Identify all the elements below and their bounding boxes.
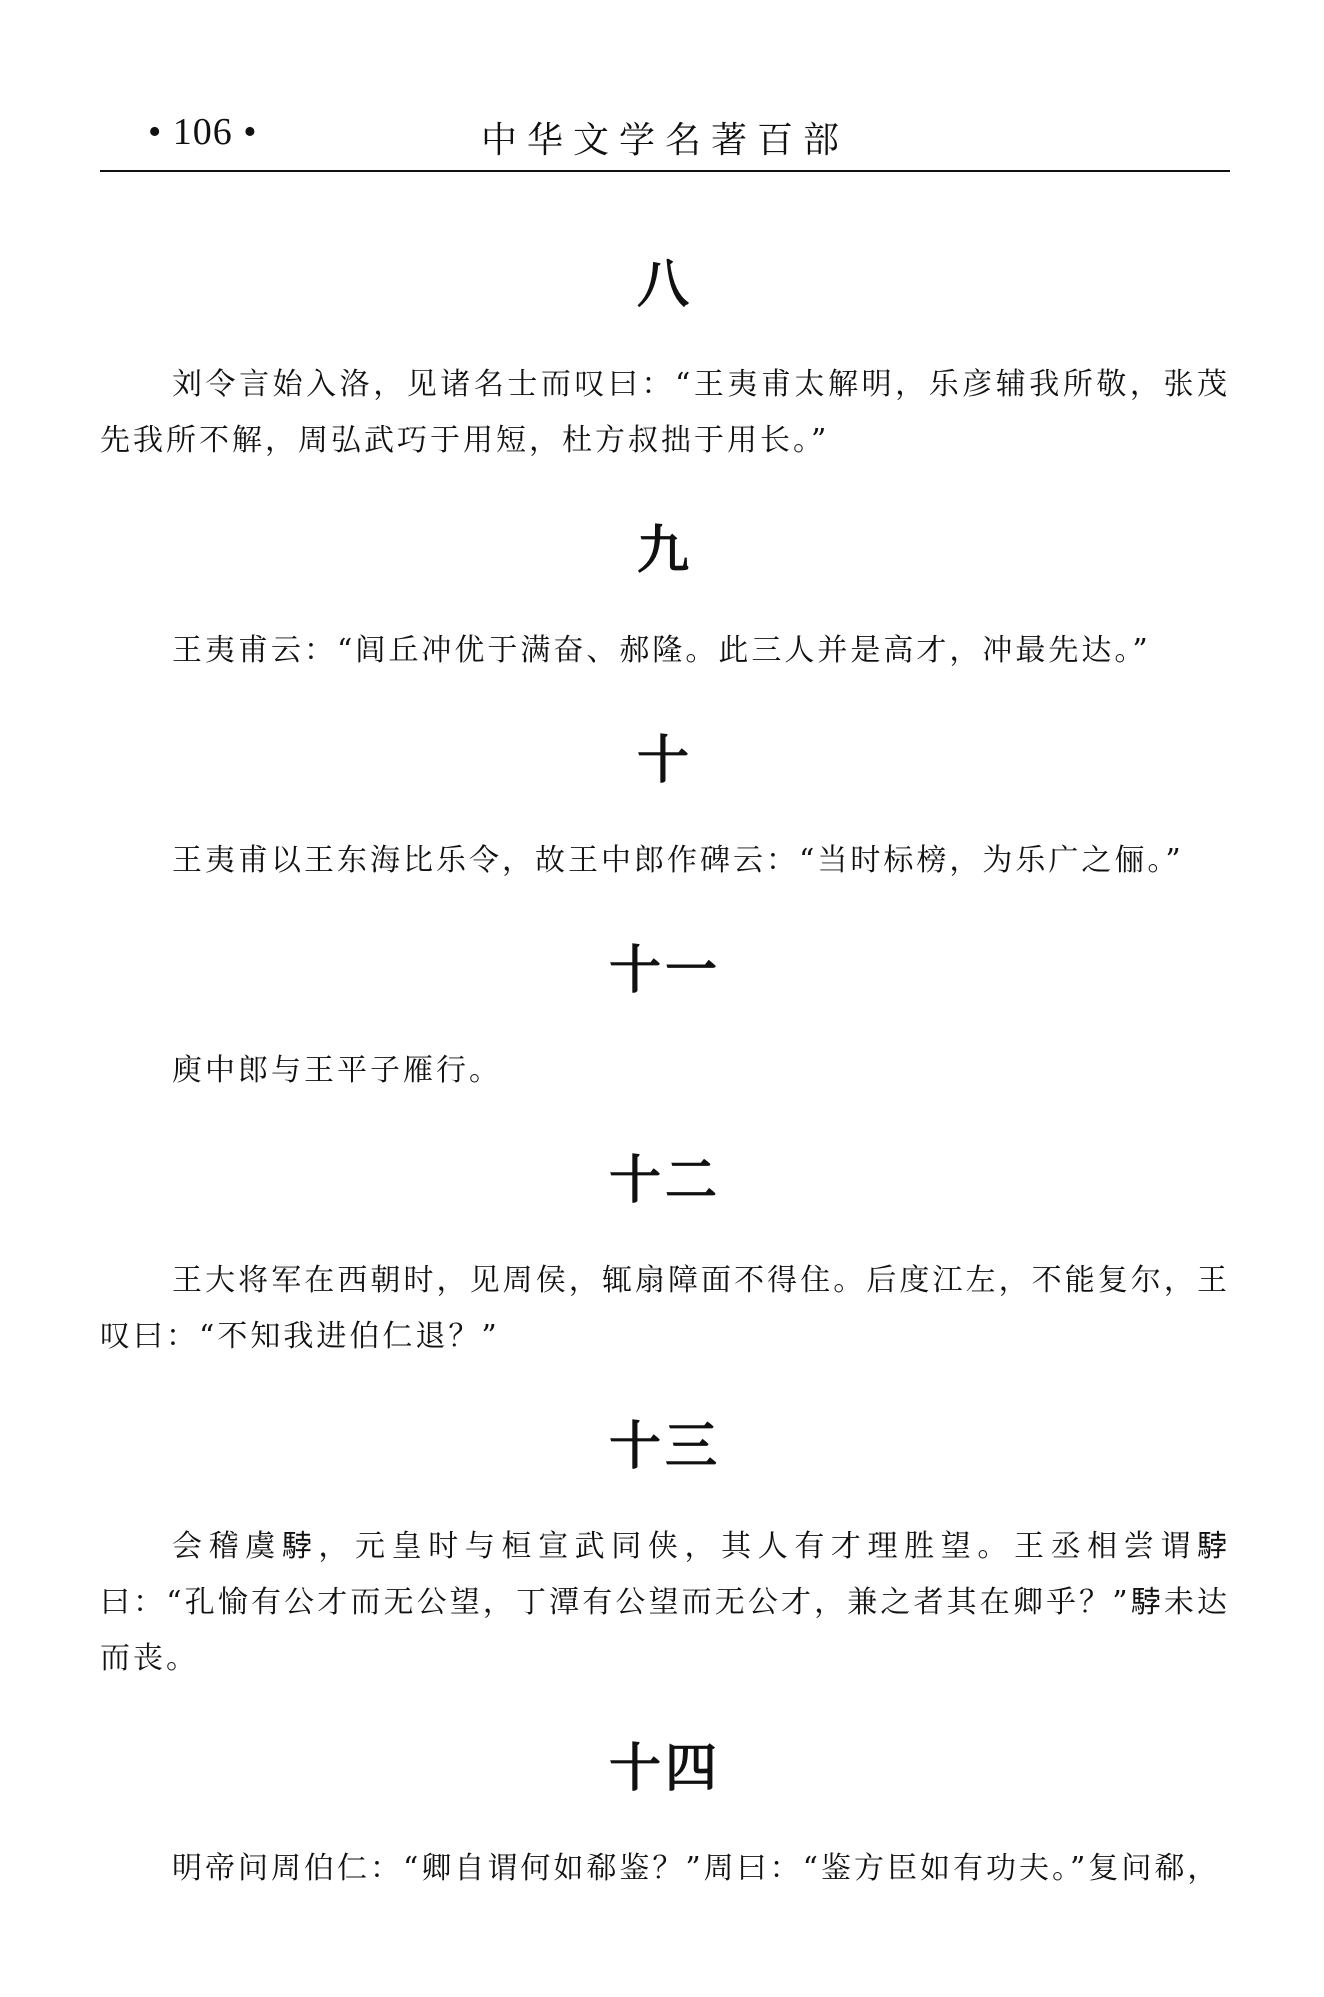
section-text: 会稽虞𩣡，元皇时与桓宣武同侠，其人有才理胜望。王丞相尝谓𩣡曰：“孔愉有公才而无公望，丁潭有公望而无公才，兼之者其在卿乎？”𩣡未达而丧。 xyxy=(100,1529,1230,1676)
section-text: 明帝问周伯仁：“卿自谓何如郗鉴？”周曰：“鉴方臣如有功夫。”复问郗， xyxy=(172,1851,1221,1886)
section-heading: 十二 xyxy=(608,1151,721,1211)
section-text: 王大将军在西朝时，见周侯，辄扇障面不得住。后度江左，不能复尔，王叹曰：“不知我进伯仁退？” xyxy=(100,1263,1230,1354)
section-12 xyxy=(100,1151,1230,1365)
section-heading: 八 xyxy=(636,255,693,315)
section-heading: 十四 xyxy=(608,1739,721,1799)
section-text: 王夷甫云：“闾丘冲优于满奋、郝隆。此三人并是高才，冲最先达。” xyxy=(172,633,1151,668)
book-title: 中华文学名著百部 xyxy=(480,120,849,161)
section-text: 王夷甫以王东海比乐令，故王中郎作碑云：“当时标榜，为乐广之俪。” xyxy=(172,843,1184,878)
section-10 xyxy=(100,731,1230,889)
section-heading: 九 xyxy=(636,521,693,581)
section-8 xyxy=(100,255,1230,469)
page-number: • 106 • xyxy=(148,111,258,153)
section-text: 刘令言始入洛，见诸名士而叹曰：“王夷甫太解明，乐彦辅我所敬，张茂先我所不解，周弘武巧于用短，杜方叔拙于用长。” xyxy=(100,367,1230,458)
page-content xyxy=(100,255,1230,1949)
section-heading: 十一 xyxy=(608,941,721,1001)
section-11 xyxy=(100,941,1230,1099)
section-13 xyxy=(100,1417,1230,1687)
running-head xyxy=(100,100,1230,170)
section-heading: 十三 xyxy=(608,1417,721,1477)
section-text: 庾中郎与王平子雁行。 xyxy=(172,1053,502,1088)
section-heading: 十 xyxy=(636,731,693,791)
section-14 xyxy=(100,1739,1230,1897)
section-9 xyxy=(100,521,1230,679)
header-rule xyxy=(100,170,1230,172)
